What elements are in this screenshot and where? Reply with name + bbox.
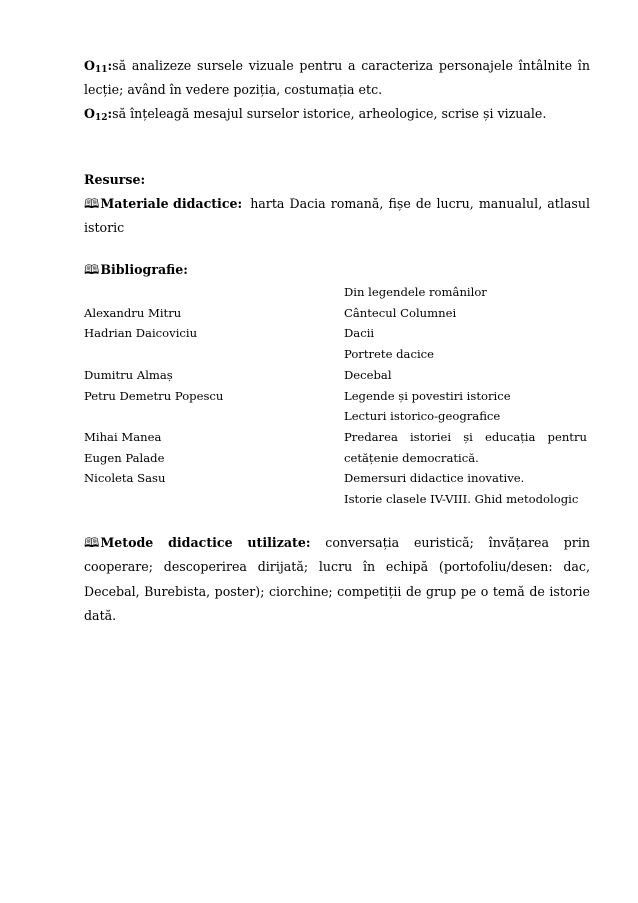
bibliography-author: Nicoleta Sasu — [84, 471, 166, 486]
word: lucru, — [436, 196, 474, 211]
word: conversația — [325, 535, 400, 550]
book-icon: 🕮 — [84, 263, 100, 278]
word: și — [463, 429, 473, 444]
word: euristică; — [413, 535, 474, 550]
methods-line2 — [84, 559, 590, 575]
bibliography-heading-line — [84, 262, 590, 279]
resources-heading: Resurse: — [84, 172, 146, 187]
word: caracteriza — [361, 58, 434, 73]
book-icon: 🕮 — [84, 197, 100, 212]
word: harta — [250, 196, 285, 211]
word: întâlnite — [518, 58, 573, 73]
word: sursele — [197, 58, 244, 73]
materials-line2: istoric — [84, 220, 125, 235]
bibliography-author: Petru Demetru Popescu — [84, 388, 224, 403]
materials-text — [250, 196, 590, 213]
objective-o12-text: să înțeleagă mesajul surselor istorice, arheologice, scrise și vizuale. — [112, 106, 547, 121]
bibliography-title: cetățenie democratică. — [344, 450, 479, 465]
book-icon: 🕮 — [84, 536, 100, 551]
bibliography-author: Dumitru Almaș — [84, 367, 173, 382]
bibliography-author: Alexandru Mitru — [84, 305, 182, 320]
word: personajele — [438, 58, 513, 73]
word: prin — [563, 535, 590, 550]
word: lucru — [318, 559, 353, 574]
methods-label-word: didactice — [168, 535, 233, 550]
bibliography-title: Din legendele românilor — [344, 285, 487, 299]
word: istoriei — [409, 429, 452, 444]
word: în — [577, 58, 590, 73]
word: (portofoliu/desen: — [438, 559, 553, 574]
objective-o11-line2 — [84, 82, 590, 98]
word: Dacia — [289, 196, 326, 211]
word: manualul, — [478, 196, 543, 211]
word: grup — [425, 584, 457, 599]
word: dirijată; — [257, 559, 309, 574]
materials-label-group — [84, 196, 242, 213]
methods-label-start: 🕮Metode — [84, 535, 154, 551]
bibliography-title: Dacii — [344, 326, 375, 341]
word: pe — [460, 584, 477, 599]
word: educația — [484, 429, 536, 444]
objective-o11-continuation: lecție; având în vedere poziția, costumația etc. — [84, 82, 383, 97]
bibliography-title: Portrete dacice — [344, 347, 435, 362]
bibliography-title: Legende și povestiri istorice — [344, 388, 511, 403]
bibliography-author: Eugen Palade — [84, 450, 165, 465]
bibliography-title: Demersuri didactice inovative. — [344, 471, 525, 486]
materials-line1 — [84, 196, 590, 213]
word: atlasul — [547, 196, 590, 211]
methods-line1 — [84, 535, 590, 552]
methods-line3 — [84, 584, 590, 600]
word: Burebista, — [144, 584, 211, 599]
word: Decebal, — [84, 584, 140, 599]
bibliography-title: Lecturi istorico-geografice — [344, 409, 501, 424]
objective-o12-label: $O_{12}$: — [84, 106, 113, 123]
word: de — [405, 584, 422, 599]
materials-label: Materiale didactice: — [100, 196, 243, 211]
bibliography-author: Hadrian Daicoviciu — [84, 326, 198, 341]
word: de — [415, 196, 432, 211]
methods-label-word: utilizate: — [247, 535, 311, 550]
objective-o11-label: $O_{11}$: — [84, 58, 113, 75]
objective-o12 — [84, 106, 590, 126]
objective-o11-start: $O_{11}:să$ — [84, 58, 127, 75]
word: vizuale — [248, 58, 294, 73]
word: competiții — [337, 584, 402, 599]
word: cooperare; — [84, 559, 153, 574]
objective-o11-line1 — [84, 58, 590, 78]
word: o — [480, 584, 489, 599]
word: pentru — [299, 58, 343, 73]
word: istorie — [549, 584, 590, 599]
word: ciorchine; — [268, 584, 333, 599]
word: dac, — [563, 559, 590, 574]
word: Predarea — [344, 429, 398, 444]
bibliography-title: Istorie clasele IV-VIII. Ghid metodologic — [344, 492, 579, 506]
word: învățarea — [488, 535, 549, 550]
bibliography-title: Decebal — [344, 367, 392, 382]
word: pentru — [547, 429, 587, 444]
methods-line4: dată. — [84, 608, 117, 623]
bibliography-title — [344, 429, 587, 445]
word: a — [347, 58, 356, 73]
word: poster); — [214, 584, 265, 599]
word: analizeze — [131, 58, 192, 73]
word: romană, — [330, 196, 384, 211]
word: în — [362, 559, 376, 574]
word: de — [529, 584, 545, 599]
bibliography-title: Cântecul Columnei — [344, 305, 457, 320]
word: descoperirea — [163, 559, 247, 574]
word: fișe — [388, 196, 411, 211]
word: echipă — [385, 559, 429, 574]
bibliography-heading: Bibliografie: — [100, 262, 188, 277]
word: temă — [492, 584, 525, 599]
bibliography-author: Mihai Manea — [84, 429, 162, 444]
